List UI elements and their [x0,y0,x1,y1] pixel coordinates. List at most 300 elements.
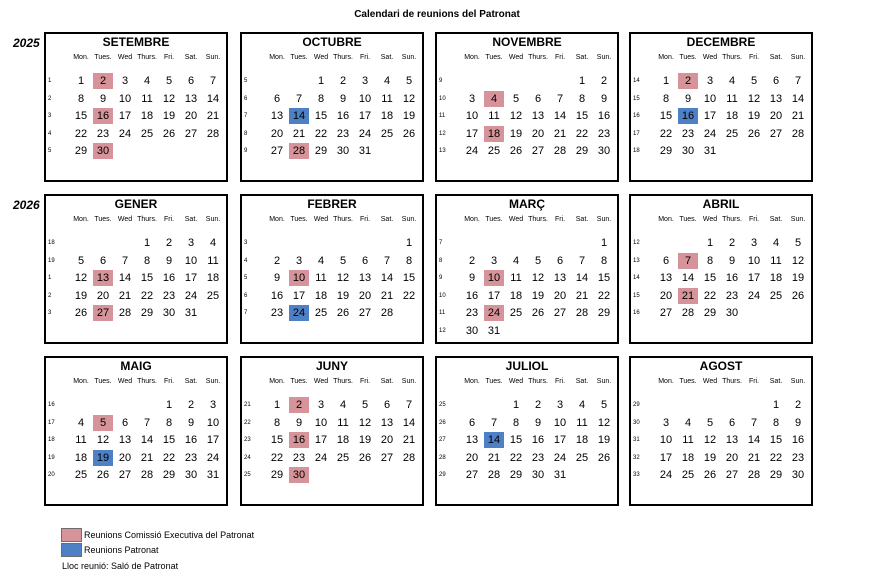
calendar-day: 15 [597,272,611,284]
calendar-day: 6 [383,399,391,411]
calendar-day: 8 [772,416,780,429]
weekday-header: Mon. [269,216,285,223]
calendar-day: 26 [74,307,88,319]
meeting-venue: Lloc reunió: Saló de Patronat [62,561,179,571]
calendar-day: 11 [510,272,522,284]
calendar-day: 2 [728,237,736,249]
week-number: 17 [633,130,640,137]
calendar-day: 15 [270,434,284,446]
calendar-day: 1 [772,399,780,411]
weekday-header: Fri. [359,216,371,223]
calendar-day: 23 [96,127,110,140]
calendar-day: 15 [575,110,589,122]
week-number: 25 [439,402,446,408]
week-number: 18 [633,148,640,154]
calendar-day: 23 [791,451,805,464]
calendar-day: 19 [402,110,416,122]
calendar-day: 5 [534,254,542,267]
calendar-day: 27 [659,307,673,319]
calendar-day: 11 [207,254,219,267]
calendar-day: 17 [358,110,372,122]
week-number: 14 [633,78,640,84]
calendar-day: 19 [336,289,350,302]
week-number: 9 [439,275,443,281]
calendar-day: 29 [140,307,154,319]
calendar-day: 20 [358,289,372,302]
calendar-day: 26 [402,127,416,140]
calendar-day: 5 [361,399,369,411]
calendar-day: 6 [121,416,129,429]
weekday-header: Tues. [290,54,308,61]
calendar-day: 24 [553,451,567,464]
calendar-day: 4 [684,416,692,429]
calendar-day: 5 [77,254,85,267]
calendar-day: 8 [706,254,714,267]
calendar-day: 16 [791,434,805,446]
calendar-day: 20 [96,289,110,302]
calendar-day: 15 [769,434,783,446]
calendar-day: 28 [681,307,695,319]
calendar-day: 20 [769,110,783,122]
calendar-day: 27 [270,145,284,157]
calendar-day: 12 [703,434,717,446]
calendar-day: 16 [162,272,176,284]
calendar-day: 22 [703,289,717,302]
calendar-day: 15 [314,110,328,122]
calendar-day-executive-meeting: 30 [289,467,309,483]
calendar-day: 18 [74,451,88,464]
weekday-header: Sun. [205,54,221,61]
calendar-day: 3 [706,75,714,87]
calendar-day: 10 [184,254,198,267]
calendar-day: 27 [769,127,783,140]
calendar-day: 18 [509,289,523,302]
calendar-day: 22 [162,451,176,464]
calendar-day: 24 [747,289,761,302]
calendar-day: 10 [553,416,567,429]
weekday-header: Sat. [184,54,198,61]
calendar-day: 4 [209,237,217,249]
calendar-day: 15 [162,434,176,446]
calendar-day: 30 [162,307,176,319]
weekday-header: Fri. [359,54,371,61]
weekday-header: Sat. [575,378,589,385]
calendar-day: 8 [317,92,325,105]
month-juny [240,356,424,506]
calendar-day: 18 [725,110,739,122]
calendar-day-executive-meeting: 21 [678,288,698,304]
calendar-day: 5 [512,92,520,105]
week-number: 7 [244,113,248,119]
weekday-header: Sun. [596,378,612,385]
weekday-header: Fri. [163,54,175,61]
calendar-day: 10 [206,416,220,429]
month-decembre [629,32,813,182]
calendar-day: 28 [206,127,220,140]
week-number: 1 [48,275,52,281]
calendar-day: 17 [465,127,479,140]
calendar-day: 31 [487,324,501,337]
calendar-day: 12 [96,434,110,446]
calendar-day: 20 [118,451,132,464]
calendar-day: 27 [184,127,198,140]
calendar-day: 24 [206,451,220,464]
week-number: 25 [244,472,251,478]
calendar-day: 7 [209,75,217,87]
calendar-day: 13 [553,272,567,284]
week-number: 2 [48,95,52,102]
calendar-day: 7 [383,254,391,267]
calendar-day: 4 [512,254,520,267]
weekday-header: Thurs. [137,378,157,385]
calendar-day: 25 [769,289,783,302]
calendar-day: 5 [706,416,714,429]
legend-swatch-executive [61,528,82,542]
weekday-header: Wed [508,378,524,385]
calendar-day: 1 [317,75,325,87]
calendar-day: 14 [402,416,416,429]
calendar-day-executive-meeting: 2 [289,397,309,413]
calendar-day: 23 [597,127,611,140]
calendar-day: 13 [184,92,198,105]
calendar-day: 19 [747,110,761,122]
weekday-header: Sat. [769,378,783,385]
calendar-day: 18 [206,272,220,284]
calendar-day: 6 [728,416,736,429]
weekday-header: Fri. [554,54,566,61]
page-title: Calendari de reunions del Patronat [354,9,520,20]
calendar-day: 10 [358,92,372,105]
calendar-day: 5 [339,254,347,267]
calendar-day: 25 [140,127,154,140]
calendar-day: 14 [575,272,589,284]
calendar-day: 26 [509,145,523,157]
calendar-day-executive-meeting: 24 [484,305,504,321]
calendar-day: 6 [361,254,369,267]
calendar-day: 4 [578,399,586,411]
calendar-day: 9 [728,254,736,267]
calendar-day: 25 [575,451,589,464]
week-number: 8 [439,257,443,264]
calendar-day: 26 [531,307,545,319]
weekday-header: Wed [508,216,524,223]
calendar-day: 12 [336,272,350,284]
calendar-day: 17 [118,110,132,122]
weekday-header: Thurs. [528,216,548,223]
calendar-day-executive-meeting: 5 [93,415,113,431]
year-label-2026: 2026 [13,198,40,212]
calendar-day: 15 [402,272,416,284]
weekday-header: Sun. [401,378,417,385]
calendar-day: 29 [162,469,176,481]
calendar-day: 5 [165,75,173,87]
week-number: 5 [244,78,248,84]
calendar-day: 3 [361,75,369,87]
calendar-day: 24 [314,451,328,464]
calendar-day: 21 [553,127,567,140]
week-number: 27 [439,437,446,443]
week-number: 20 [48,472,55,478]
calendar-day-executive-meeting: 30 [93,143,113,159]
calendar-day: 8 [600,254,608,267]
calendar-day-patronat-meeting: 19 [93,450,113,466]
calendar-day: 4 [383,75,391,87]
calendar-day: 27 [358,307,372,319]
weekday-header: Mon. [73,378,89,385]
calendar-day: 26 [703,469,717,481]
weekday-header: Thurs. [722,54,742,61]
weekday-header: Thurs. [137,54,157,61]
week-number: 7 [244,310,248,316]
weekday-header: Wed [117,54,133,61]
calendar-day-patronat-meeting: 16 [678,108,698,124]
calendar-day: 8 [165,416,173,429]
calendar-day: 29 [74,145,88,157]
calendar-day: 23 [531,451,545,464]
weekday-header: Wed [702,54,718,61]
calendar-day: 22 [769,451,783,464]
calendar-day-executive-meeting: 18 [484,126,504,142]
calendar-day: 4 [772,237,780,249]
week-number: 16 [633,113,640,119]
calendar-day-patronat-meeting: 14 [484,432,504,448]
calendar-day: 3 [490,254,498,267]
month-agost [629,356,813,506]
calendar-day: 6 [662,254,670,267]
week-number: 6 [244,95,248,102]
calendar-day: 20 [270,127,284,140]
weekday-header: Tues. [94,54,112,61]
weekday-header: Tues. [94,378,112,385]
week-number: 21 [244,402,251,408]
calendar-day: 9 [468,272,476,284]
calendar-day: 23 [292,451,306,464]
calendar-day: 4 [317,254,325,267]
calendar-day: 3 [317,399,325,411]
calendar-day: 14 [380,272,394,284]
weekday-header: Tues. [679,216,697,223]
calendar-day: 15 [509,434,523,446]
week-number: 31 [633,437,640,443]
weekday-header: Sat. [380,54,394,61]
month-març [435,194,619,344]
calendar-day: 24 [659,469,673,481]
calendar-day: 13 [769,92,783,105]
month-name: NOVEMBRE [492,35,562,49]
weekday-header: Tues. [485,216,503,223]
calendar-day: 20 [380,434,394,446]
weekday-header: Sat. [184,216,198,223]
calendar-day: 31 [553,469,567,481]
calendar-day: 7 [750,416,758,429]
calendar-day: 25 [74,469,88,481]
weekday-header: Wed [313,54,329,61]
week-number: 4 [48,130,52,137]
calendar-day: 2 [468,254,476,267]
calendar-day: 1 [77,75,85,87]
calendar-day: 22 [74,127,88,140]
week-number: 13 [439,148,446,154]
calendar-day: 8 [273,416,281,429]
weekday-header: Sun. [596,216,612,223]
calendar-day: 17 [292,289,306,302]
calendar-day: 16 [184,434,198,446]
calendar-day: 9 [534,416,542,429]
weekday-header: Mon. [464,378,480,385]
calendar-day: 12 [791,254,805,267]
calendar-day: 30 [791,469,805,481]
calendar-day-executive-meeting: 16 [93,108,113,124]
calendar-day: 12 [509,110,523,122]
calendar-day: 17 [747,272,761,284]
calendar-day: 14 [140,434,154,446]
calendar-day: 13 [659,272,673,284]
calendar-day: 22 [270,451,284,464]
month-name: JUNY [315,359,348,373]
calendar-day: 10 [659,434,673,446]
calendar-day: 1 [273,399,281,411]
calendar-day: 16 [465,289,479,302]
calendar-day-patronat-meeting: 14 [289,108,309,124]
calendar-day: 21 [402,434,416,446]
week-number: 9 [439,78,443,84]
calendar-day: 21 [487,451,501,464]
month-name: OCTUBRE [302,35,362,49]
calendar-day: 23 [162,289,176,302]
calendar-day: 13 [380,416,394,429]
calendar-day: 22 [575,127,589,140]
weekday-header: Sun. [596,54,612,61]
calendar-day: 28 [791,127,805,140]
calendar-day-executive-meeting: 2 [93,73,113,89]
calendar-day: 5 [405,75,413,87]
calendar-day: 22 [314,127,328,140]
calendar-day: 15 [703,272,717,284]
calendar-day: 12 [402,92,416,105]
calendar-day: 14 [553,110,567,122]
weekday-header: Mon. [658,54,674,61]
calendar-day: 1 [512,399,520,411]
calendar-day: 31 [358,145,372,157]
calendar-day: 13 [465,434,479,446]
calendar-day: 17 [206,434,220,446]
month-febrer [240,194,424,344]
calendar-day: 30 [531,469,545,481]
calendar-day: 26 [162,127,176,140]
calendar-day: 10 [465,110,479,122]
calendar-day: 6 [273,92,281,105]
month-name: JULIOL [505,359,549,373]
calendar-day: 11 [315,272,327,284]
calendar-day: 23 [465,307,479,319]
calendar-day: 2 [165,237,173,249]
week-number: 29 [439,472,446,478]
weekday-header: Fri. [554,216,566,223]
calendar-day: 26 [791,289,805,302]
week-number: 12 [439,327,446,334]
calendar-day: 12 [162,92,176,105]
calendar-day: 13 [725,434,739,446]
month-maig [44,356,228,506]
week-number: 11 [439,310,446,316]
calendar-day: 25 [509,307,523,319]
calendar-day: 19 [531,289,545,302]
calendar-day: 21 [118,289,132,302]
calendar-day: 4 [728,75,736,87]
weekday-header: Wed [117,378,133,385]
calendar-day: 18 [769,272,783,284]
calendar-day: 19 [791,272,805,284]
calendar-day: 14 [791,92,805,105]
calendar-day: 9 [99,92,107,105]
calendar-day: 21 [575,289,589,302]
calendar-day: 7 [405,399,413,411]
calendar-day: 28 [140,469,154,481]
calendar-day-executive-meeting: 13 [93,270,113,286]
week-number: 24 [244,454,251,461]
weekday-header: Sat. [575,216,589,223]
calendar-day: 2 [339,75,347,87]
calendar-day: 18 [140,110,154,122]
calendar-day: 14 [206,92,220,105]
week-number: 19 [48,454,55,461]
month-juliol [435,356,619,506]
calendar-day: 26 [597,451,611,464]
calendar-day: 8 [77,92,85,105]
calendar-day: 5 [600,399,608,411]
week-number: 8 [244,130,248,137]
week-number: 10 [439,292,446,299]
week-number: 11 [439,113,446,119]
calendar-day: 29 [769,469,783,481]
calendar-day-patronat-meeting: 24 [289,305,309,321]
calendar-day: 26 [747,127,761,140]
week-number: 18 [48,240,55,246]
week-number: 26 [439,419,446,426]
calendar-day: 8 [143,254,151,267]
month-octubre [240,32,424,182]
calendar-day: 31 [206,469,220,481]
week-number: 5 [48,148,52,154]
calendar-day: 11 [726,92,738,105]
weekday-header: Sun. [205,216,221,223]
calendar-day: 25 [681,469,695,481]
calendar-day: 24 [358,127,372,140]
calendar-day: 3 [209,399,217,411]
weekday-header: Mon. [269,378,285,385]
weekday-header: Wed [117,216,133,223]
calendar-day: 19 [358,434,372,446]
calendar-day: 17 [703,110,717,122]
weekday-header: Thurs. [528,378,548,385]
calendar-day: 27 [553,307,567,319]
month-setembre [44,32,228,182]
weekday-header: Sat. [575,54,589,61]
calendar-day: 9 [273,272,281,284]
calendar-day: 7 [490,416,498,429]
calendar-day: 23 [725,289,739,302]
calendar-day: 1 [600,237,608,249]
calendar-day-executive-meeting: 10 [484,270,504,286]
calendar-day: 25 [380,127,394,140]
calendar-day: 6 [534,92,542,105]
weekday-header: Sat. [769,54,783,61]
calendar-day: 21 [292,127,306,140]
weekday-header: Fri. [554,378,566,385]
calendar-day: 21 [206,110,220,122]
calendar-day: 8 [662,92,670,105]
calendar-day: 23 [270,307,284,319]
